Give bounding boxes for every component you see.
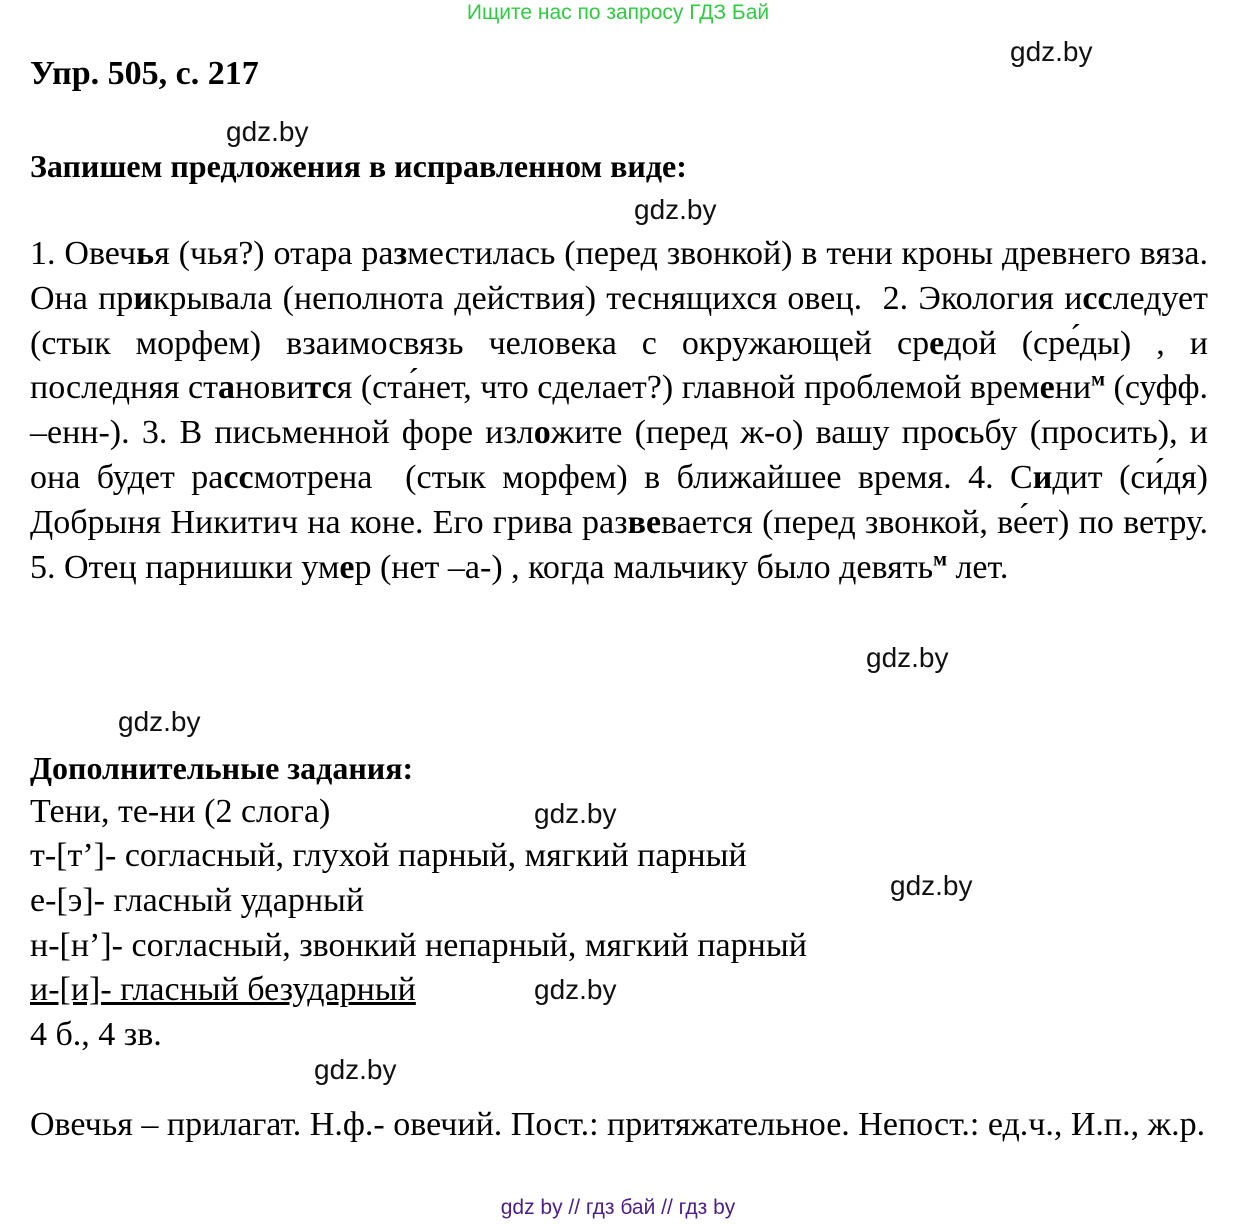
phonetic-line-n: н-[н’]- согласный, звонкий непарный, мягкий парный xyxy=(30,927,807,964)
syllable-line: Тени, те-ни (2 слога) xyxy=(30,793,331,830)
watermark: gdz.by xyxy=(866,642,949,673)
page-title: Упр. 505, с. 217 xyxy=(30,55,259,92)
watermark: gdz.by xyxy=(1010,36,1093,67)
section-heading-corrected: Запишем предложения в исправленном виде: xyxy=(30,148,687,184)
watermark: gdz.by xyxy=(314,1054,397,1085)
letters-sounds-count: 4 б., 4 зв. xyxy=(30,1016,162,1053)
morphological-analysis: Овечья – прилагат. Н.ф.- овечий. Пост.: притяжательное. Непост.: ед.ч., И.п., ж.р. xyxy=(30,1106,1206,1143)
watermark: gdz.by xyxy=(890,870,973,901)
watermark: gdz.by xyxy=(118,706,201,737)
watermark: gdz.by xyxy=(226,116,309,147)
phonetic-line-e: е-[э]- гласный ударный xyxy=(30,882,365,919)
phonetic-line-t: т-[т’]- согласный, глухой парный, мягкий парный xyxy=(30,837,747,874)
corrected-sentences-paragraph: 1. Овечья (чья?) отара разместилась (перед звонкой) в тени кроны древнего вяза. Она прикрывала (неполнота действия) теснящихся овец. 2. Экология исследует (стык морфем) взаимосвязь человека с окружающей средой (сре́ды) , и последняя становится (ста́нет, что сделает?) главной проблемой времени$^м$ (суфф. –енн-). 3. В письменной форе изложите (перед ж-о) вашу просьбу (просить), и она будет рассмотрена (стык морфем) в ближайшее время. 4. Сидит (си́дя) Добрыня Никитич на коне. Его грива развевается (перед звонкой, ве́ет) по ветру. 5. Отец парнишки умер (нет –а-) , когда мальчику было девять$^м$ лет. xyxy=(30,235,1208,586)
phonetic-line-i: и-[и]- гласный безударный xyxy=(30,971,416,1008)
top-banner: Ищите нас по запросу ГДЗ Бай xyxy=(466,1,770,24)
section-heading-additional: Дополнительные задания: xyxy=(30,750,414,786)
watermark: gdz.by xyxy=(634,194,717,225)
watermark: gdz.by xyxy=(534,974,617,1005)
footer-watermark: gdz by // гдз бай // гдз by xyxy=(500,1196,736,1219)
watermark: gdz.by xyxy=(534,798,617,829)
